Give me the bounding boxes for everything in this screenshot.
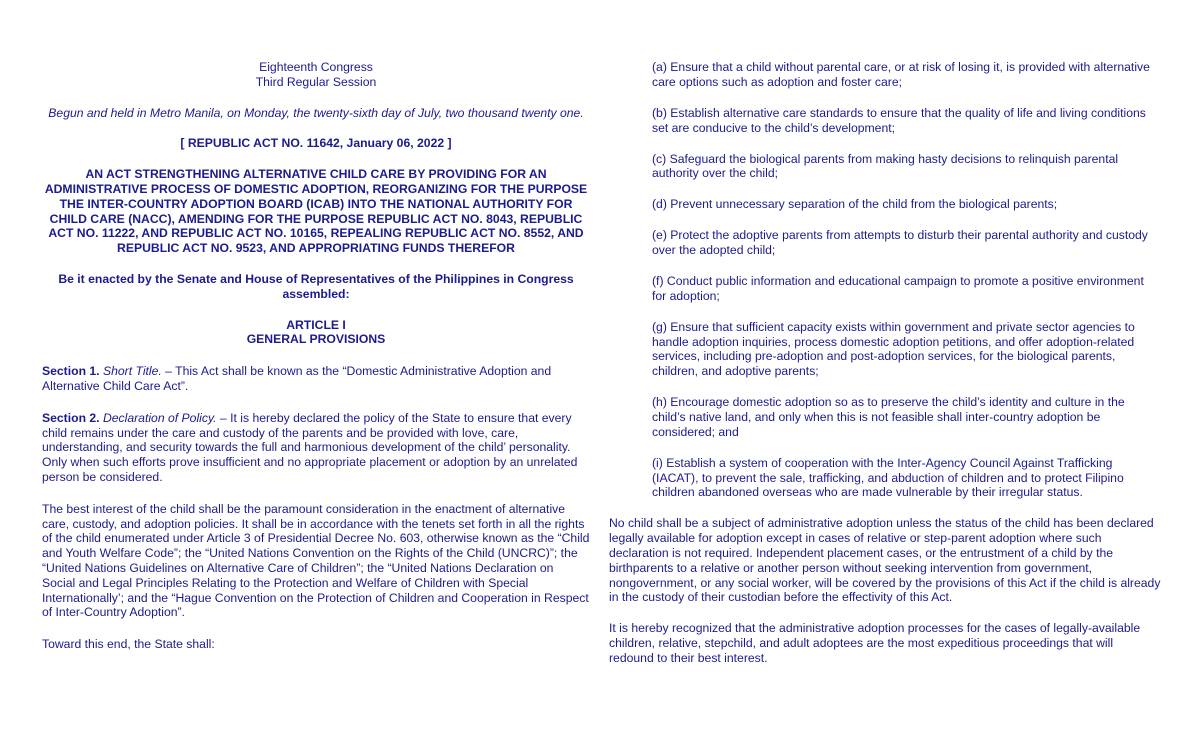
policy-item-a: (a) Ensure that a child without parental care, or at risk of losing it, is provided with alternative care options such as adoption and foster care; (652, 60, 1150, 89)
best-interest-paragraph: The best interest of the child shall be the paramount consideration in the enactment of alternative care, custody, and adoption policies. It shall be in accordance with the tenets set forth in all the rights of the child enumerated under Article 3 of Presidential Decree No. 603, otherwise known as the “Child and Youth Welfare Code”; the “United Nations Convention on the Rights of the Child (UNCRC)”; the “United Nations Guidelines on Alternative Care of Children”; the “United Nations Declaration on Social and Legal Principles Relating to the Protection and Welfare of Children with Special Internationally’; and the “Hague Convention on the Protection of Children and Cooperation in Respect of Inter-Country Adoption”. (42, 501, 590, 620)
policy-list (609, 60, 1161, 500)
policy-item-b: (b) Establish alternative care standards to ensure that the quality of life and living conditions set are conducive to the child’s development; (652, 105, 1146, 135)
recognized-paragraph: It is hereby recognized that the administrative adoption processes for the cases of legally-available children, relative, stepchild, and adult adoptees are the most expeditious proceedings that will redound to their best interest. (609, 621, 1141, 665)
begun-statement: Begun and held in Metro Manila, on Monday, the twenty-sixth day of July, two thousand twenty one. (48, 105, 584, 120)
right-column (609, 60, 1161, 682)
policy-item-h: (h) Encourage domestic adoption so as to preserve the child’s identity and culture in the child’s native land, and only when this is not feasible shall inter-country adoption be considered; and (652, 395, 1125, 439)
section-2-title: Declaration of Policy. (102, 410, 217, 425)
policy-item-d: (d) Prevent unnecessary separation of the child from the biological parents; (652, 197, 1058, 212)
enacting-clause: Be it enacted by the Senate and House of Representatives of the Philippines in Congress assembled: (58, 271, 574, 301)
section-1-label: Section 1. (42, 364, 100, 379)
section-1-title: Short Title. (102, 364, 162, 379)
article-title: GENERAL PROVISIONS (246, 332, 386, 347)
policy-item-g: (g) Ensure that sufficient capacity exists within government and private sector agencies to handle adoption inquiries, process domestic adoption petitions, and offer adoption-related services, including pre-adoption and post-adoption services, for the biological parents, children, and adoptive parents; (652, 319, 1135, 379)
toward-this-end: Toward this end, the State shall: (42, 637, 215, 652)
no-child-paragraph: No child shall be a subject of administrative adoption unless the status of the child has been declared legally available for adoption except in cases of relative or step-parent adoption where such declaration is not required. Independent placement cases, or the entrustment of a child by the birthparents to a relative or another person without seeking intervention from government, nongovernment, or any social worker, will be covered by the provisions of this Act if the child is already in the custody of their custodian before the effectivity of this Act. (609, 516, 1161, 605)
section-2 (42, 411, 590, 485)
article-number: ARTICLE I (286, 317, 346, 332)
congress-heading: Eighteenth Congress (259, 60, 373, 74)
republic-act-number: [ REPUBLIC ACT NO. 11642, January 06, 2022 ] (180, 136, 452, 151)
policy-item-i: (i) Establish a system of cooperation with the Inter-Agency Council Against Trafficking (IACAT), to prevent the sale, trafficking, and abduction of children and to protect Filipino children abandoned overseas who are made vulnerable by their irregular status. (652, 455, 1124, 500)
section-1 (42, 364, 590, 394)
act-title: AN ACT STRENGTHENING ALTERNATIVE CHILD CARE BY PROVIDING FOR AN ADMINISTRATIVE PROCESS OF DOMESTIC ADOPTION, REORGANIZING FOR THE PURPOSE THE INTER-COUNTRY ADOPTION BOARD (ICAB) INTO THE NATIONAL AUTHORITY FOR CHILD CARE (NACC), AMENDING FOR THE PURPOSE REPUBLIC ACT NO. 8043, REPUBLIC ACT NO. 11222, AND REPUBLIC ACT NO. 10165, REPEALING REPUBLIC ACT NO. 8552, AND REPUBLIC ACT NO. 9523, AND APPROPRIATING FUNDS THEREFOR (44, 167, 588, 256)
section-1-text: – This Act shall be known as the “Domestic Administrative Adoption and Alternative Child Care Act”. (42, 364, 552, 393)
section-2-label: Section 2. (42, 410, 100, 425)
session-heading: Third Regular Session (255, 74, 377, 89)
section-2-text: – It is hereby declared the policy of the State to ensure that every child remains under the care and custody of the parents and be provided with love, care, understanding, and security towards the full and harmonious development of the child’ personality. Only when such efforts prove insufficient and no appropriate placement or adoption by an unrelated person be considered. (42, 410, 578, 484)
policy-item-e: (e) Protect the adoptive parents from attempts to disturb their parental authority and custody over the adopted child; (652, 228, 1148, 258)
policy-item-c: (c) Safeguard the biological parents from making hasty decisions to relinquish parental authority over the child; (652, 151, 1119, 181)
policy-item-f: (f) Conduct public information and educational campaign to promote a positive environment for adoption; (652, 274, 1144, 303)
left-column (42, 60, 590, 652)
